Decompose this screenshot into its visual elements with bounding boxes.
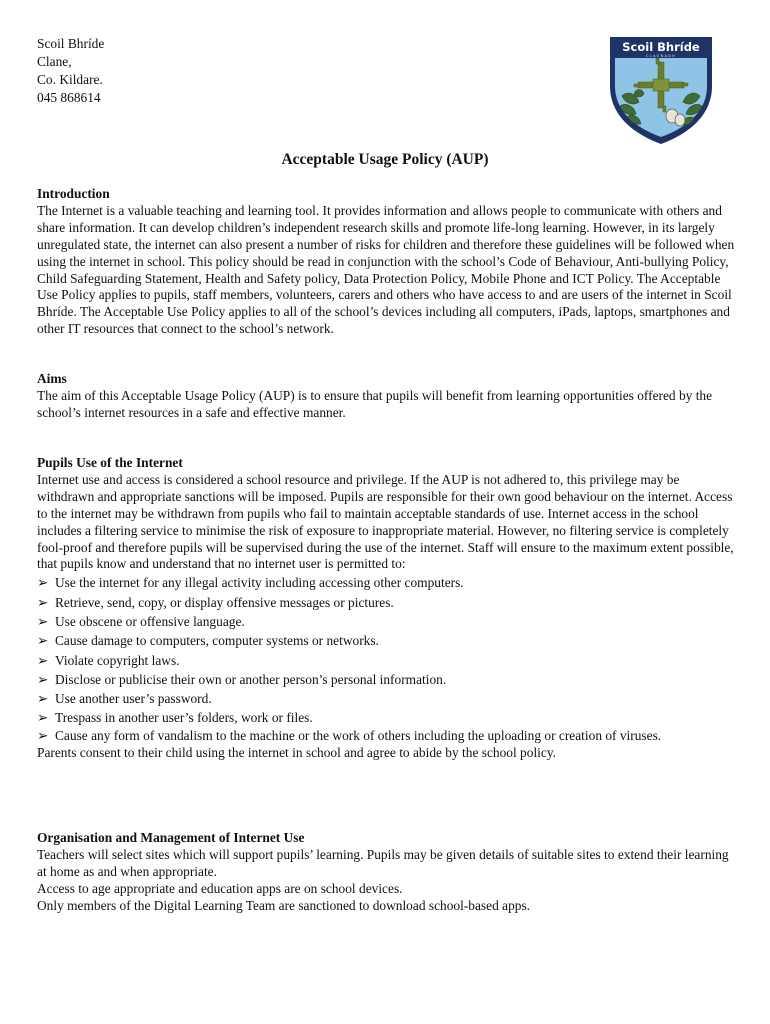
section-organisation (37, 830, 737, 915)
arrow-bullet-icon: ➢ (37, 613, 49, 629)
pupils-heading: Pupils Use of the Internet (37, 455, 183, 470)
school-address (37, 35, 104, 107)
section-aims (37, 371, 737, 422)
document-title: Acceptable Usage Policy (AUP) (281, 151, 489, 168)
list-item: ➢ Use obscene or offensive language. (37, 612, 737, 631)
arrow-bullet-icon: ➢ (37, 710, 49, 726)
aims-heading: Aims (37, 371, 67, 386)
parents-consent-text: Parents consent to their child using the internet in school and agree to abide by the school policy. (37, 744, 557, 760)
arrow-bullet-icon: ➢ (37, 671, 49, 687)
crest-subtext: CLAONADH (645, 54, 677, 58)
section-pupils-use (37, 455, 737, 762)
arrow-bullet-icon: ➢ (37, 691, 49, 707)
arrow-bullet-icon: ➢ (37, 727, 49, 743)
school-crest-logo (606, 34, 716, 146)
list-item: ➢ Cause damage to computers, computer systems or networks. (37, 631, 737, 650)
address-county: Co. Kildare. (37, 72, 103, 87)
list-item: ➢ Use the internet for any illegal activity including accessing other computers. (37, 573, 737, 592)
introduction-body: The Internet is a valuable teaching and learning tool. It provides information and allows people to communicate with others and share information. It can develop children’s independent research skills and promote life-long learning. However, in its largely unregulated state, the internet can also present a number of risks for children and therefore these guidelines will be followed when using the internet in school. This policy should be read in conjunction with the school’s Code of Behaviour, Anti-bullying Policy, Child Safeguarding Statement, Health and Safety policy, Data Protection Policy, Mobile Phone and ICT Policy. The Acceptable Use Policy applies to pupils, staff members, volunteers, carers and others who have access to and are users of the internet in Scoil Bhríde. The Acceptable Use Policy applies to all of the school’s devices including all computers, iPads, laptops, smartphones and other IT resources that connect to the school’s network. (37, 202, 735, 337)
arrow-bullet-icon: ➢ (37, 652, 49, 668)
crest-title-text: Scoil Bhríde (622, 40, 700, 54)
pupils-body: Internet use and access is considered a school resource and privilege. If the AUP is not adhered to, this privilege may be withdrawn and appropriate sanctions will be imposed. Pupils are responsible for their own good behaviour on the internet. Access to the internet may be withdrawn from pupils who fail to maintain acceptable standards of use. Internet access in the school includes a filtering service to minimise the risk of exposure to inappropriate material. However, no filtering service is completely fool-proof and therefore pupils will be supervised during the use of the internet. Staff will ensure to the maximum extent possible, that pupils know and understand that no internet user is permitted to: (37, 471, 734, 572)
address-phone: 045 868614 (37, 90, 101, 105)
list-item: ➢ Retrieve, send, copy, or display offensive messages or pictures. (37, 593, 737, 612)
list-item: ➢ Trespass in another user’s folders, work or files. (37, 708, 737, 727)
list-item: ➢ Disclose or publicise their own or another person’s personal information. (37, 670, 737, 689)
organisation-line: Teachers will select sites which will support pupils’ learning. Pupils may be given details of suitable sites to extend their learning at home as and when appropriate. (37, 846, 729, 879)
organisation-heading: Organisation and Management of Internet Use (37, 830, 305, 845)
address-town: Clane, (37, 54, 72, 69)
organisation-line: Only members of the Digital Learning Team are sanctioned to download school-based apps. (37, 897, 531, 913)
list-item: ➢ Cause any form of vandalism to the machine or the work of others including the uploading or creation of viruses. (37, 727, 662, 743)
list-item: ➢ Use another user’s password. (37, 689, 737, 708)
prohibited-uses-list (37, 573, 737, 744)
address-school-name: Scoil Bhríde (37, 36, 105, 51)
arrow-bullet-icon: ➢ (37, 594, 49, 610)
aims-body: The aim of this Acceptable Usage Policy (AUP) is to ensure that pupils will benefit from learning opportunities offered by the school’s internet resources in a safe and effective manner. (37, 387, 713, 420)
arrow-bullet-icon: ➢ (37, 575, 49, 591)
arrow-bullet-icon: ➢ (37, 633, 49, 649)
section-introduction (37, 186, 737, 338)
introduction-heading: Introduction (37, 186, 110, 201)
list-item: ➢ Violate copyright laws. (37, 651, 737, 670)
organisation-line: Access to age appropriate and education apps are on school devices. (37, 880, 403, 896)
